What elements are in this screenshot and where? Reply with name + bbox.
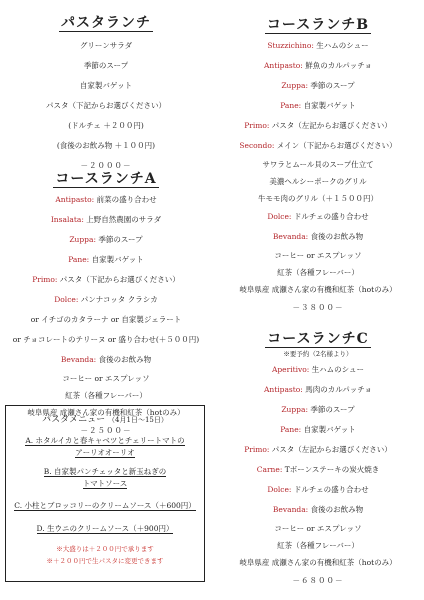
course-a-title: コースランチA [55, 171, 157, 187]
course-a-item: Zuppa: 季節のスープ [69, 235, 143, 244]
course-a-drink: コーヒー or エスプレッソ [62, 374, 150, 383]
course-a-dolce-option: or チョコレートのテリーヌ or 盛り合わせ(＋５００円) [12, 335, 200, 344]
course-a-drink: 紅茶（各種フレーバー） [65, 391, 147, 400]
course-c-drink: コーヒー or エスプレッソ [274, 524, 362, 533]
pasta-lunch-line: グリーンサラダ [79, 41, 133, 50]
course-b-section [212, 16, 424, 318]
course-b-secondo-option: 美濃ヘルシーポークのグリル [269, 177, 367, 186]
course-a-item: Pane: 自家製バゲット [68, 255, 144, 264]
pasta-lunch-line: 自家製バゲット [79, 81, 133, 90]
course-a-drink: 岐阜県産 成瀬さん家の有機和紅茶（hotのみ） [27, 408, 185, 417]
course-b-item: Stuzzichino: 生ハムのシュー [267, 41, 369, 50]
pasta-lunch-line: (ドルチェ ＋２００円) [68, 121, 144, 130]
course-b-bevanda: Bevanda: 食後のお飲み物 [272, 232, 364, 241]
pasta-lunch-price: －２０００－ [80, 161, 132, 170]
course-a-item: Antipasto: 前菜の盛り合わせ [55, 195, 157, 204]
pasta-option-a: A. ホタルイカと春キャベツとチェリートマトの アーリオオーリオ [25, 436, 185, 457]
pasta-option-c: C. 小柱とブロッコリーのクリームソース（＋600円） [14, 501, 196, 510]
course-b-price: －３８００－ [292, 303, 344, 312]
course-c-section [212, 330, 424, 591]
pasta-option-b: B. 自家製パンチェッタと新玉ねぎの トマトソース [43, 467, 167, 488]
course-c-item: Aperitivo: 生ハムのシュー [271, 365, 365, 374]
course-c-item: Pane: 自家製バゲット [280, 425, 356, 434]
course-c-item: Zuppa: 季節のスープ [281, 405, 355, 414]
pasta-menu-note: ※大盛りは＋２００円で承ります [56, 545, 154, 553]
course-c-item: Primo: パスタ（左記からお選びください） [244, 445, 392, 454]
course-c-item: Carne: Tボーンステーキの炭火焼き [256, 465, 380, 474]
course-c-drink: 紅茶（各種フレーバー） [277, 541, 359, 550]
pasta-lunch-line: (食後のお飲み物 ＋１００円) [56, 141, 156, 150]
course-c-drink: 岐阜県産 成瀬さん家の有機和紅茶（hotのみ） [239, 558, 397, 567]
pasta-menu-box [5, 405, 205, 582]
course-b-drink: 岐阜県産 成瀬さん家の有機和紅茶（hotのみ） [239, 285, 397, 294]
pasta-lunch-title: パスタランチ [61, 15, 151, 31]
pasta-menu-title: パスタメニュー （4月1日〜15日） [42, 415, 168, 425]
course-b-item: Pane: 自家製バゲット [280, 101, 356, 110]
pasta-option-d: D. 生ウニのクリームソース（＋900円） [36, 524, 174, 533]
pasta-lunch-section [0, 14, 212, 176]
pasta-lunch-line: パスタ（下記からお選びください） [46, 101, 166, 110]
course-a-price: －２５００－ [80, 426, 132, 435]
course-a-bevanda: Bevanda: 食後のお飲み物 [60, 355, 152, 364]
course-c-item: Bevanda: 食後のお飲み物 [272, 505, 364, 514]
course-b-title: コースランチB [266, 17, 370, 33]
course-b-secondo-option: 牛モモ肉のグリル（＋１５００円） [258, 194, 378, 203]
course-b-drink: 紅茶（各種フレーバー） [277, 268, 359, 277]
course-c-reservation-note: ※要予約（2名様より） [283, 350, 353, 358]
course-b-secondo-option: サワラとムール貝のスープ仕立て [262, 160, 374, 169]
course-c-price: －６８００－ [292, 576, 344, 585]
course-a-item: Primo: パスタ（下記からお選びください） [32, 275, 180, 284]
course-b-dolce: Dolce: ドルチェの盛り合わせ [267, 212, 369, 221]
course-c-item: Antipasto: 馬肉のカルパッチョ [264, 385, 372, 394]
course-a-dolce-option: or イチゴのカタラーナ or 自家製ジェラート [30, 315, 182, 324]
pasta-lunch-line: 季節のスープ [83, 61, 129, 70]
course-c-item: Dolce: ドルチェの盛り合わせ [267, 485, 369, 494]
course-b-item: Primo: パスタ（左記からお選びください） [244, 121, 392, 130]
course-b-item: Antipasto: 鮮魚のカルパッチョ [264, 61, 372, 70]
course-b-item: Secondo: メイン（下記からお選びください） [239, 141, 397, 150]
course-a-item: Dolce: パンナコッタ クラシカ [54, 295, 158, 304]
course-c-title: コースランチC [267, 331, 369, 347]
course-a-section [0, 170, 212, 441]
course-b-item: Zuppa: 季節のスープ [281, 81, 355, 90]
pasta-menu-note: ※＋２００円で生パスタに変更できます [46, 557, 164, 565]
course-b-drink: コーヒー or エスプレッソ [274, 251, 362, 260]
course-a-item: Insalata: 上野自然農園のサラダ [50, 215, 162, 224]
